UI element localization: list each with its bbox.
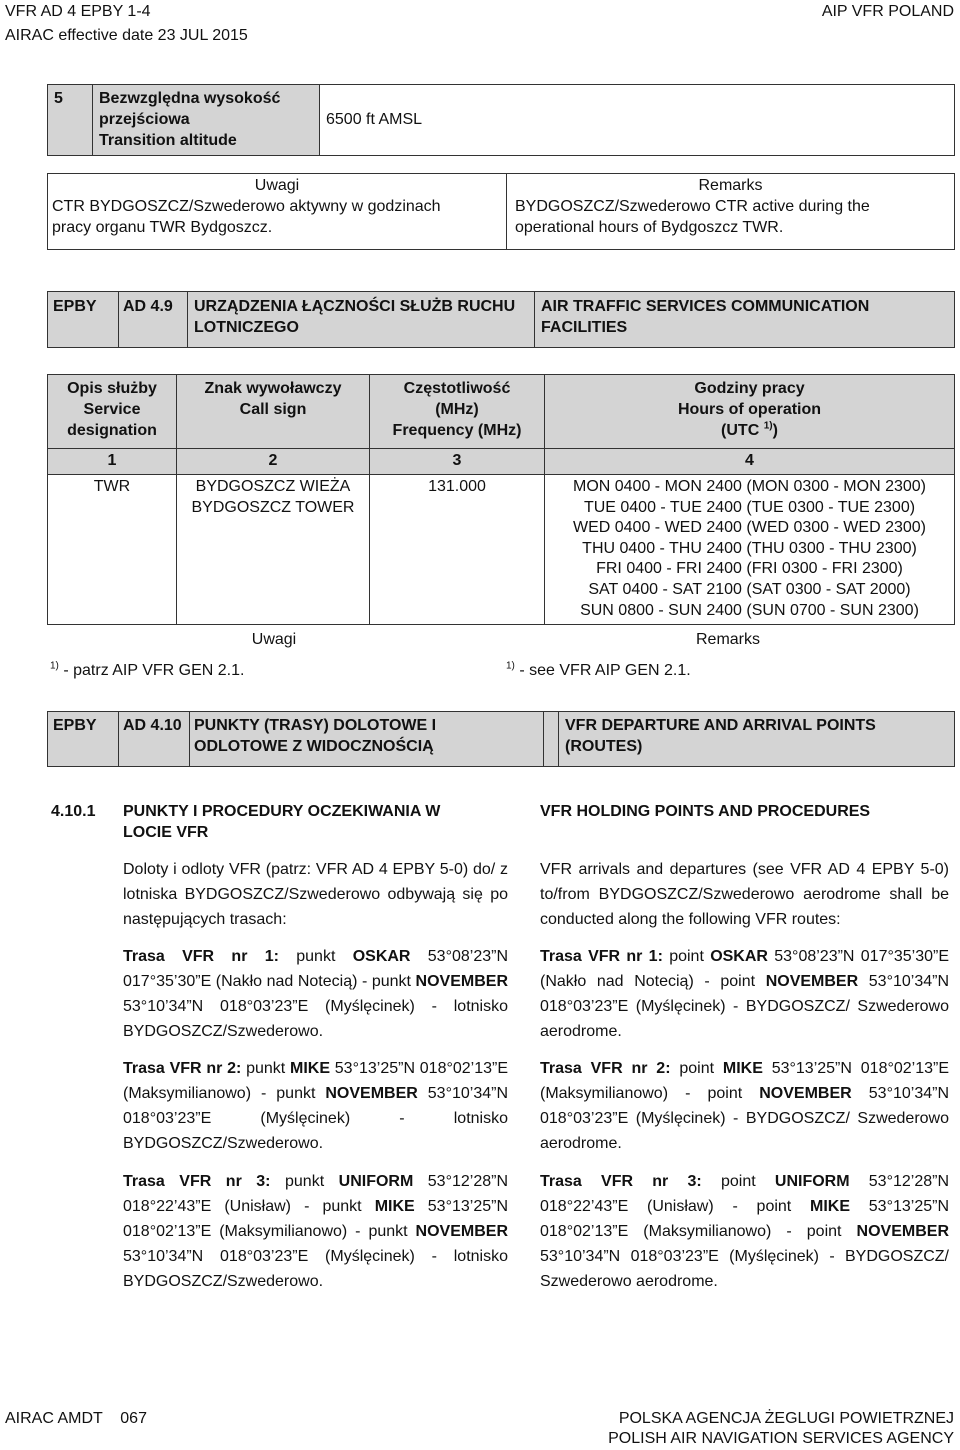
remarks-pl-head: Uwagi xyxy=(251,631,297,648)
ctr-remarks-pl: Uwagi CTR BYDGOSZCZ/Szwederowo aktywny w godzinach pracy organu TWR Bydgoszcz. xyxy=(48,174,507,250)
route-1-en: Trasa VFR nr 1: point OSKAR 53°08’23”N 017°35’30”E (Nakło nad Notecią) - point NOVEMBER 53°10’34”N 018°03’23”E (Myślęcinek) - BYDGOSZCZ/ Szwederowo aerodrome. xyxy=(540,948,950,1040)
transition-altitude-table xyxy=(47,84,955,156)
route-3-en: Trasa VFR nr 3: point UNIFORM 53°12’28”N 018°22’43”E (Unisław) - point MIKE 53°13’25”N 018°02’13”E (Maksymilianowo) - point NOVEMBER 53°10’34”N 018°03’23”E (Myślęcinek) - BYDGOSZCZ/ Szwederowo aerodrome. xyxy=(540,1173,950,1290)
callsign-cell: BYDGOSZCZ WIEŻA BYDGOSZCZ TOWER xyxy=(177,475,370,625)
section-title-pl: PUNKTY (TRASY) DOLOTOWE I ODLOTOWE Z WIDOCZNOŚCIĄ xyxy=(190,712,544,767)
col-number: 4 xyxy=(545,449,955,475)
item-number: 5 xyxy=(48,85,93,156)
amendment-number: AIRAC AMDT 067 xyxy=(5,1410,147,1427)
subsection-number: 4.10.1 xyxy=(51,803,96,820)
agency-name-en: POLISH AIR NAVIGATION SERVICES AGENCY xyxy=(608,1430,954,1447)
section-ad410-heading xyxy=(47,711,955,767)
section-code: AD 4.9 xyxy=(119,292,188,348)
col-header-frequency: Częstotliwość (MHz) Frequency (MHz) xyxy=(370,375,545,449)
col-header-hours: Godziny pracy Hours of operation (UTC $^{1)}$) xyxy=(545,375,955,449)
agency-name-pl: POLSKA AGENCJA ŻEGLUGI POWIETRZNEJ xyxy=(618,1410,954,1427)
intro-paragraph-pl: Doloty i odloty VFR (patrz: VFR AD 4 EPBY 5-0) do/ z lotniska BYDGOSZCZ/Szwederowo odbywają się po następujących trasach: xyxy=(123,861,508,928)
remarks-en-head: Remarks xyxy=(695,631,760,648)
hours-cell: MON 0400 - MON 2400 (MON 0300 - MON 2300) TUE 0400 - TUE 2400 (TUE 0300 - TUE 2300) WED 0400 - WED 2400 (WED 0300 - WED 2300) THU 0400 - THU 2400 (THU 0300 - THU 2300) FRI 0400 - FRI 2400 (FRI 0300 - FRI 2300) SAT 0400 - SAT 2100 (SAT 0300 - SAT 2000) SUN 0800 - SUN 2400 (SUN 0700 - SUN 2300) xyxy=(545,475,955,625)
route-2-pl: Trasa VFR nr 2: punkt MIKE 53°13’25”N 018°02’13”E (Maksymilianowo) - punkt NOVEMBER 53°10’34”N 018°03’23”E (Myślęcinek) - lotnisko BYDGOSZCZ/Szwederowo. xyxy=(123,1060,509,1152)
note-en: $^{1)}$ - see VFR AIP GEN 2.1. xyxy=(506,660,691,679)
subsection-title-pl: PUNKTY I PROCEDURY OCZEKIWANIA W LOCIE VFR xyxy=(123,803,441,841)
col-number: 3 xyxy=(370,449,545,475)
route-1-pl: Trasa VFR nr 1: punkt OSKAR 53°08’23”N 017°35’30”E (Nakło nad Notecią) - punkt NOVEMBER 53°10’34”N 018°03’23”E (Myślęcinek) - lotnisko BYDGOSZCZ/Szwederowo. xyxy=(123,948,509,1040)
intro-paragraph-en: VFR arrivals and departures (see VFR AD 4 EPBY 5-0) to/from BYDGOSZCZ/Szwederowo aerodrome shall be conducted along the following VFR routes: xyxy=(540,861,949,928)
comm-facilities-table xyxy=(47,374,955,625)
section-title-pl: URZĄDZENIA ŁĄCZNOŚCI SŁUŻB RUCHU LOTNICZEGO xyxy=(188,292,535,348)
section-title-en: AIR TRAFFIC SERVICES COMMUNICATION FACILITIES xyxy=(535,292,955,348)
subsection-title-en: VFR HOLDING POINTS AND PROCEDURES xyxy=(540,803,871,820)
section-icao: EPBY xyxy=(48,712,119,767)
col-header-service: Opis służby Service designation xyxy=(48,375,177,449)
section-code: AD 4.10 xyxy=(119,712,190,767)
airac-date: AIRAC effective date 23 JUL 2015 xyxy=(5,27,248,44)
col-header-callsign: Znak wywoławczy Call sign xyxy=(177,375,370,449)
route-2-en: Trasa VFR nr 2: point MIKE 53°13’25”N 018°02’13”E (Maksymilianowo) - point NOVEMBER 53°10’34”N 018°03’23”E (Myślęcinek) - BYDGOSZCZ/ Szwederowo aerodrome. xyxy=(540,1060,950,1152)
ctr-remarks-table xyxy=(47,173,955,250)
service-cell: TWR xyxy=(48,475,177,625)
section-icao: EPBY xyxy=(48,292,119,348)
table-row xyxy=(48,475,955,625)
section-ad49-heading xyxy=(47,291,955,348)
publication-name: AIP VFR POLAND xyxy=(821,3,954,20)
col-number: 1 xyxy=(48,449,177,475)
col-number: 2 xyxy=(177,449,370,475)
note-pl: $^{1)}$ - patrz AIP VFR GEN 2.1. xyxy=(50,660,245,679)
route-3-pl: Trasa VFR nr 3: punkt UNIFORM 53°12’28”N 018°22’43”E (Unisław) - punkt MIKE 53°13’25”N 018°02’13”E (Maksymilianowo) - punkt NOVEMBER 53°10’34”N 018°03’23”E (Myślęcinek) - lotnisko BYDGOSZCZ/Szwederowo. xyxy=(123,1173,509,1290)
transition-label: Bezwzględna wysokość przejściowa Transition altitude xyxy=(93,85,320,156)
section-title-en: VFR DEPARTURE AND ARRIVAL POINTS (ROUTES) xyxy=(559,712,955,767)
ctr-remarks-en: Remarks BYDGOSZCZ/Szwederowo CTR active during the operational hours of Bydgoszcz TWR. xyxy=(507,174,955,250)
frequency-cell: 131.000 xyxy=(370,475,545,625)
doc-id: VFR AD 4 EPBY 1-4 xyxy=(5,3,151,20)
transition-value: 6500 ft AMSL xyxy=(320,85,955,156)
